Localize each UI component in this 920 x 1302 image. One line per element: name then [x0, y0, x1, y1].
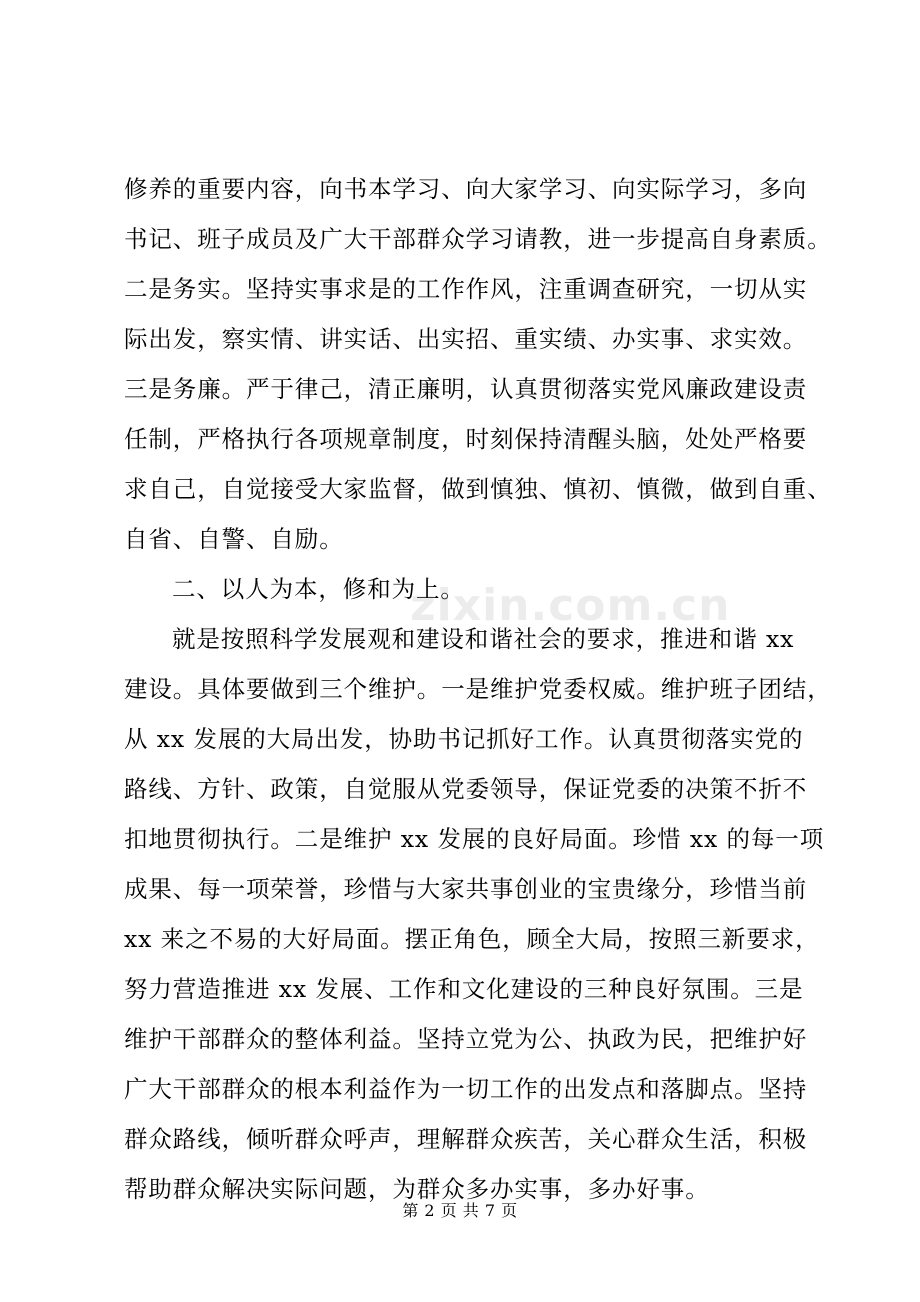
- section-heading: 二、以人为本，修和为上。: [172, 575, 465, 603]
- text-line: 帮助群众解决实际问题，为群众多办实事，多办好事。: [124, 1175, 710, 1203]
- text-line: 二是务实。坚持实事求是的工作作风，注重调查研究，一切从实: [124, 275, 808, 303]
- text-line: 维护干部群众的整体利益。坚持立党为公、执政为民，把维护好: [124, 1025, 808, 1053]
- text-line: 广大干部群众的根本利益作为一切工作的出发点和落脚点。坚持: [124, 1075, 808, 1103]
- text-line: 三是务廉。严于律己，清正廉明，认真贯彻落实党风廉政建设责: [124, 375, 808, 403]
- text-line: 任制，严格执行各项规章制度，时刻保持清醒头脑，处处严格要: [124, 425, 808, 453]
- text-line: xx 来之不易的大好局面。摆正角色，顾全大局，按照三新要求，: [124, 925, 820, 953]
- text-line: 路线、方针、政策，自觉服从党委领导，保证党委的决策不折不: [124, 775, 808, 803]
- text-line: 求自己，自觉接受大家监督，做到慎独、慎初、慎微，做到自重、: [124, 475, 832, 503]
- text-line: 群众路线，倾听群众呼声，理解群众疾苦，关心群众生活，积极: [124, 1125, 808, 1153]
- text-line: 建设。具体要做到三个维护。一是维护党委权威。维护班子团结，: [124, 675, 832, 703]
- text-line: 努力营造推进 xx 发展、工作和文化建设的三种良好氛围。三是: [124, 975, 804, 1003]
- text-line: 书记、班子成员及广大干部群众学习请教，进一步提高自身素质。: [124, 225, 832, 253]
- text-line: 从 xx 发展的大局出发，协助书记抓好工作。认真贯彻落实党的: [124, 725, 804, 753]
- text-line: 就是按照科学发展观和建设和谐社会的要求，推进和谐 xx: [172, 625, 795, 653]
- text-line: 际出发，察实情、讲实话、出实招、重实绩、办实事、求实效。: [124, 325, 808, 353]
- text-line: 自省、自警、自励。: [124, 525, 344, 553]
- text-line: 扣地贯彻执行。二是维护 xx 发展的良好局面。珍惜 xx 的每一项: [124, 825, 825, 853]
- page-footer: 第 2 页 共 7 页: [402, 1201, 518, 1220]
- text-line: 修养的重要内容，向书本学习、向大家学习、向实际学习，多向: [124, 175, 808, 203]
- watermark: zixin.com.cn: [410, 580, 731, 631]
- text-line: 成果、每一项荣誉，珍惜与大家共事创业的宝贵缘分，珍惜当前: [124, 875, 808, 903]
- document-body: [124, 164, 832, 1214]
